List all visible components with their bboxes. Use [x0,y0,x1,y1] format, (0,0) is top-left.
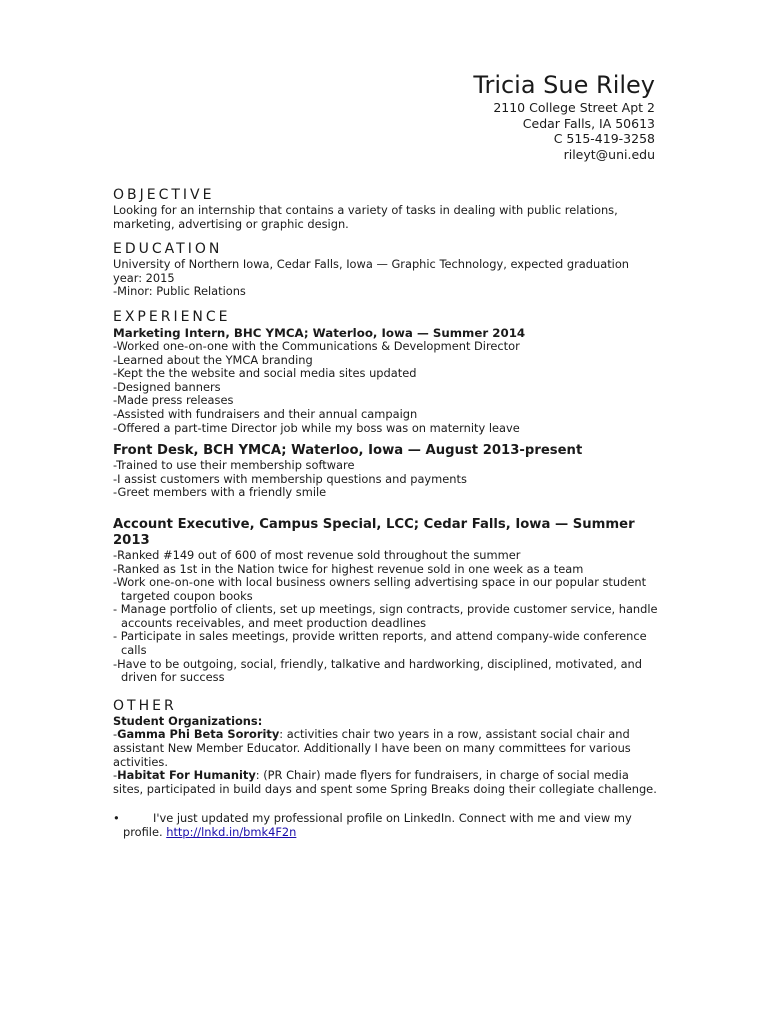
experience-section [113,308,658,685]
bullet: • [113,811,120,826]
linkedin-text: I've just updated my professional profile on LinkedIn. Connect with me and view my profile. [123,811,632,839]
organization-description: : activities chair two years in a row, assistant social chair and assistant New Member Educator. Additionally I have been on many committees for various activities. [113,727,631,769]
job-item: -I assist customers with membership questions and payments [113,471,467,486]
email-address: rileyt@uni.edu [563,146,655,162]
job-item: -Made press releases [113,393,234,408]
resume-body [113,186,658,840]
objective-text: Looking for an internship that contains a variety of tasks in dealing with public relations, marketing, advertising or graphic design. [113,203,618,231]
organizations-subheading: Student Organizations: [113,713,263,728]
job-item: - Manage portfolio of clients, set up meetings, sign contracts, provide customer service, handle accounts receivables, and meet production deadlines [113,602,658,630]
job-item: -Ranked as 1st in the Nation twice for highest revenue sold in one week as a team [113,561,584,576]
job-title: Front Desk, BCH YMCA; Waterloo, Iowa — August 2013-present [113,443,583,459]
experience-heading: EXPERIENCE [113,308,231,325]
organization-name: Gamma Phi Beta Sorority [117,727,280,742]
applicant-name: Tricia Sue Riley [473,71,655,99]
job-title: Account Executive, Campus Special, LCC; Cedar Falls, Iowa — Summer 2013 [113,516,635,548]
job-item: -Learned about the YMCA branding [113,352,313,367]
dash: - [113,768,118,783]
address-line-1: 2110 College Street Apt 2 [493,100,655,115]
job-item: -Trained to use their membership software [113,458,355,473]
objective-heading: OBJECTIVE [113,187,215,203]
organization-name: Habitat For Humanity [117,768,256,783]
job-item: -Have to be outgoing, social, friendly, talkative and hardworking, disciplined, motivated, and driven for success [113,656,643,685]
linkedin-note [113,812,658,839]
job-item: -Kept the the website and social media sites updated [113,366,417,381]
job-item: -Greet members with a friendly smile [113,485,327,500]
organization-entry [113,728,658,769]
job-item: -Designed banners [113,379,221,394]
job-item: -Worked one-on-one with the Communications & Development Director [113,338,520,353]
dash: - [113,727,118,742]
contact-block [473,70,655,162]
job-item: -Work one-on-one with local business owners selling advertising space in our popular student targeted coupon books [113,575,647,603]
job-item: -Assisted with fundraisers and their annual campaign [113,406,418,421]
other-heading: OTHER [113,697,177,714]
job-entry [113,326,658,435]
job-title: Marketing Intern, BHC YMCA; Waterloo, Iowa — Summer 2014 [113,325,526,340]
objective-section [113,186,658,231]
job-entry [113,443,658,500]
education-line: -Minor: Public Relations [113,284,246,299]
other-section [113,697,658,797]
job-item: - Participate in sales meetings, provide written reports, and attend company-wide conference calls [113,629,647,658]
education-line: University of Northern Iowa, Cedar Falls, Iowa — Graphic Technology, expected graduation year: 2015 [113,257,630,285]
address-line-2: Cedar Falls, IA 50613 [522,115,655,131]
phone-number: C 515-419-3258 [553,131,655,146]
education-heading: EDUCATION [113,241,223,258]
linkedin-profile-link[interactable]: http://lnkd.in/bmk4F2n [166,825,297,839]
organization-description: : (PR Chair) made flyers for fundraisers, in charge of social media sites, participated in build days and spent some Spring Breaks doing their collegiate challenge. [113,768,657,796]
job-entry [113,517,658,685]
job-item: -Ranked #149 out of 600 of most revenue sold throughout the summer [113,547,521,562]
organization-entry [113,769,658,796]
linkedin-note-body [113,812,658,839]
job-item: -Offered a part-time Director job while my boss was on maternity leave [113,420,520,435]
education-section [113,240,658,299]
